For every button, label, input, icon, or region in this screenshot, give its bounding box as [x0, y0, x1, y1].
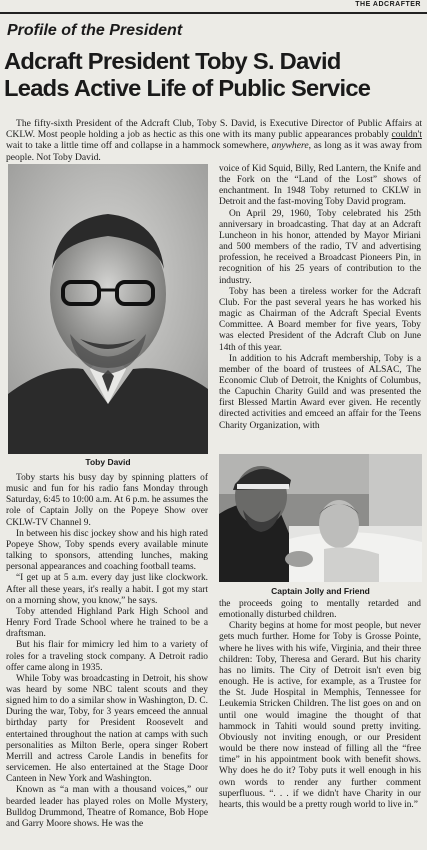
body-paragraph: Toby has been a tireless worker for the Adcraft Club. For the past several years he has worked his magic as Chairman of the Adcraft Special Events Committee. A Board member for five years, Toby was elected President of the Adcraft Club on June 14th of this year. [219, 286, 421, 353]
right-column-top [219, 164, 421, 432]
portrait-photo [8, 164, 208, 454]
running-head: THE ADCRAFTER [355, 1, 421, 8]
intro-underlined: couldn't [391, 129, 422, 141]
body-paragraph: Known as “a man with a thousand voices,” our bearded leader has played roles on Molle Mystery, Bulldog Drummond, Theatre of Romance, Bob Hope and Garry Moore shows. He was the [6, 785, 208, 829]
intro-paragraph [6, 118, 422, 163]
body-paragraph: In between his disc jockey show and his high rated Popeye Show, Toby spends every available minute talking to sponsors, attending lunches, making personal appearances and coaching football teams. [6, 528, 208, 573]
body-paragraph: Toby attended Highland Park High School and Henry Ford Trade School where he trained to be a draftsman. [6, 606, 208, 640]
body-paragraph: voice of Kid Squid, Billy, Red Lantern, the Knife and the Fork on the “Land of the Lost” shows of enchantment. In 1948 Toby returned to CKLW in Detroit and the fast-moving Toby David program. [219, 164, 421, 208]
intro-part-1: The fifty-sixth President of the Adcraft Club, Toby S. David, is Executive Director of Public Affairs at CKLW. Most people holding a job as hectic as this one with its many public appearances probably [6, 118, 422, 141]
body-paragraph: On April 29, 1960, Toby celebrated his 25th anniversary in broadcasting. That day at an Adcraft Luncheon in his honor, attended by Mayor Miriani and 500 members of the radio, TV and advertising profession, he received a Broadcast Pioneers Pin, in recognition of his 25 years of contribution to the industry. [219, 208, 421, 286]
portrait-caption: Toby David [85, 457, 131, 467]
body-paragraph: In addition to his Adcraft membership, Toby is a member of the board of trustees of ALSAC, The Economic Club of Detroit, the Knights of Columbus, the Capuchin Charity Guild and was presented the first Blessed Martin Award ever given. He recently directed activities and emceed an affair for the Teens Charity Organization, with [219, 353, 421, 431]
left-column [6, 473, 208, 830]
intro-italic: anywhere [271, 140, 309, 152]
headline-line-2: Leads Active Life of Public Service [4, 75, 371, 101]
body-paragraph: Charity begins at home for most people, but never gets much further. Home for Toby is Grosse Pointe, where he lives with his wife, Virginia, and their three children: Toby, Theresa and Gerard. But his charity has no limits. The City of Detroit isn't even big enough. He is active, for example, as a Trustee for the St. Jude Hospital in Memphis, Tennessee for Leukemia Stricken Children. The list goes on and on until one would imagine the thought of that hammock in Tahiti would sound pretty inviting. Obviously not inviting enough, or our President would be there now instead of filling all the “free time” in his appointment book with benefit shows. Why does he do it? Toby puts it well enough in his own words to render any further comment superfluous. “. . . if we didn't have Charity in our hearts, this would be a pretty rough world to live in.” [219, 621, 421, 810]
headline-line-1: Adcraft President Toby S. David [4, 48, 341, 74]
body-paragraph: But his flair for mimicry led him to a variety of roles for a traveling stock company. A Detroit radio offer came along in 1935. [6, 640, 208, 673]
right-column-bottom [219, 599, 421, 811]
intro-part-2: wait to take a little time off and collapse in a hammock somewhere, [6, 140, 269, 152]
body-paragraph: “I get up at 5 a.m. every day just like clockwork. After all these years, it's really a habit. I got my start on a morning show, you know,” he says. [6, 573, 208, 606]
body-paragraph: the proceeds going to mentally retarded and emotionally disturbed children. [219, 599, 421, 621]
body-paragraph: While Toby was broadcasting in Detroit, his show was heard by some NBC talent scouts and they signed him to do a similar show in Washington, D. C. During the war, Toby, for 3 years emceed the annual birthday party for President Roosevelt and entertained throughout the nation at camps with such personalities as Milton Berle, opera singer Robert Merrill and actress Carole Landis in benefits for servicemen. He also entertained at the Stage Door Canteen in New York and Washington. [6, 673, 208, 785]
section-kicker: Profile of the President [7, 22, 183, 39]
intro-part-3: , as long as it was away from people. Not Toby David. [6, 140, 422, 163]
headline [4, 48, 427, 102]
body-paragraph: Toby starts his busy day by spinning platters of music and fun for his radio fans Monday through Saturday, 6:45 to 10:00 a.m. At 6 p.m. he assumes the role of Captain Jolly on the Popeye Show over CKLW-TV Channel 9. [6, 473, 208, 528]
top-rule [0, 12, 427, 14]
captain-jolly-caption: Captain Jolly and Friend [271, 586, 370, 596]
captain-jolly-photo [219, 454, 422, 582]
